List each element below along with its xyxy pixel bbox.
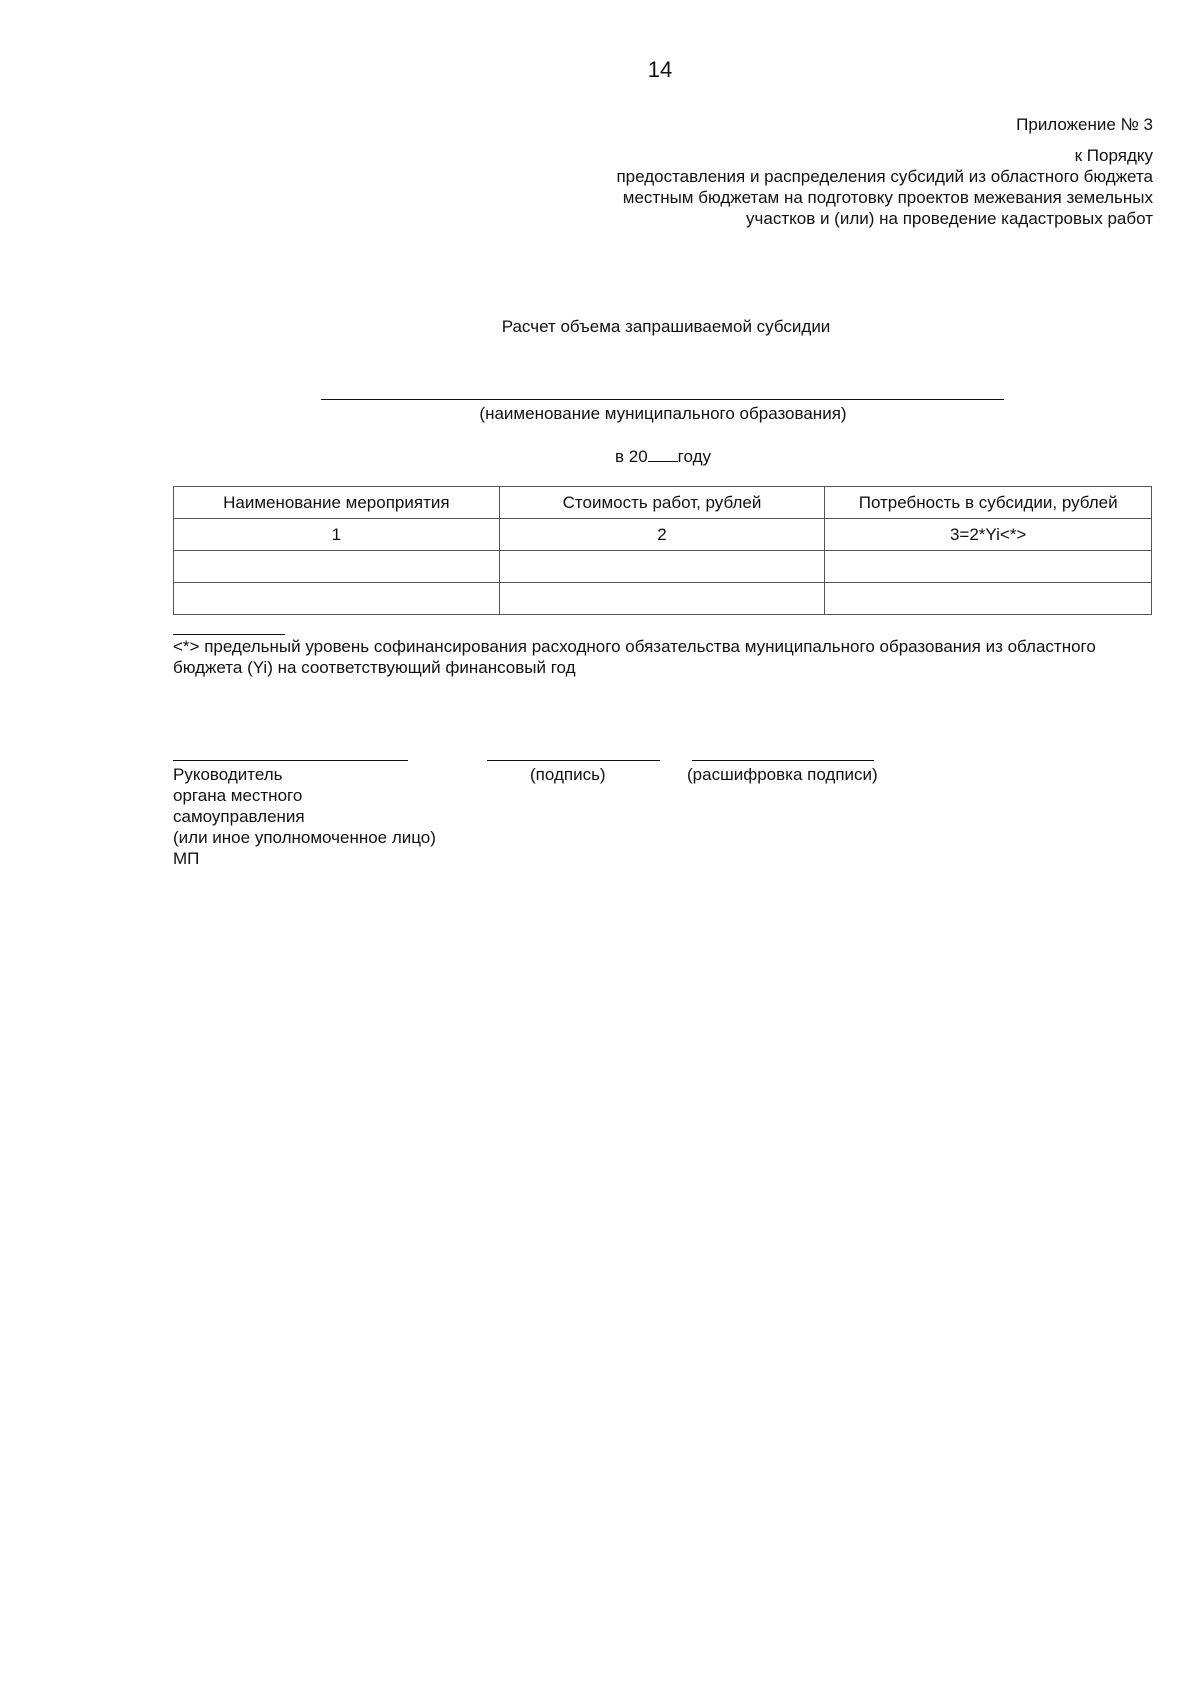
table-cell: 3=2*Yi<*> — [825, 519, 1152, 551]
page-number: 14 — [647, 57, 673, 82]
municipality-caption: (наименование муниципального образования) — [479, 404, 847, 423]
footnote: <*> предельный уровень софинансирования расходного обязательства муниципального образования из областного бюджета (Yi) на соответствующий финансовый год — [173, 637, 1096, 677]
head-line: Руководитель — [173, 765, 283, 784]
table-cell — [174, 551, 500, 583]
table-row — [174, 551, 1152, 583]
table-header-row — [174, 487, 1152, 519]
spacer — [616, 135, 1153, 145]
subsidy-table — [173, 486, 1152, 615]
table-number-row — [174, 519, 1152, 551]
column-header-cost: Стоимость работ, рублей — [499, 487, 825, 519]
signature-decode-caption: (расшифровка подписи) — [687, 765, 878, 784]
appendix-title: Приложение № 3 — [1016, 115, 1153, 134]
appendix-line: к Порядку — [1074, 146, 1153, 165]
head-line: самоуправления — [173, 807, 305, 826]
year-blank — [648, 445, 678, 462]
appendix-line: участков и (или) на проведение кадастровых работ — [746, 209, 1153, 228]
appendix-line: местным бюджетам на подготовку проектов межевания земельных — [622, 188, 1153, 207]
year-prefix: в 20 — [615, 447, 648, 466]
table-cell — [499, 551, 825, 583]
signature-blank — [487, 760, 660, 761]
table-cell — [825, 551, 1152, 583]
signature-caption: (подпись) — [530, 765, 606, 784]
column-header-event: Наименование мероприятия — [174, 487, 500, 519]
head-line: органа местного — [173, 786, 303, 805]
table-cell — [499, 583, 825, 615]
table-row — [174, 583, 1152, 615]
stamp-place: МП — [173, 849, 200, 868]
document-title: Расчет объема запрашиваемой субсидии — [501, 317, 831, 336]
column-header-need: Потребность в субсидии, рублей — [825, 487, 1152, 519]
head-position-label — [173, 764, 436, 869]
year-line — [0, 445, 1200, 467]
appendix-line: предоставления и распределения субсидий из областного бюджета — [616, 167, 1153, 186]
footnote-rule — [173, 634, 285, 635]
table-cell — [825, 583, 1152, 615]
year-suffix: году — [677, 447, 711, 466]
signature-decode-blank — [692, 760, 874, 761]
head-line: (или иное уполномоченное лицо) — [173, 828, 436, 847]
municipality-name-blank — [321, 399, 1004, 400]
appendix-header — [616, 114, 1153, 229]
table-cell: 1 — [174, 519, 500, 551]
head-signature-blank — [173, 760, 408, 761]
table-cell: 2 — [499, 519, 825, 551]
table-cell — [174, 583, 500, 615]
